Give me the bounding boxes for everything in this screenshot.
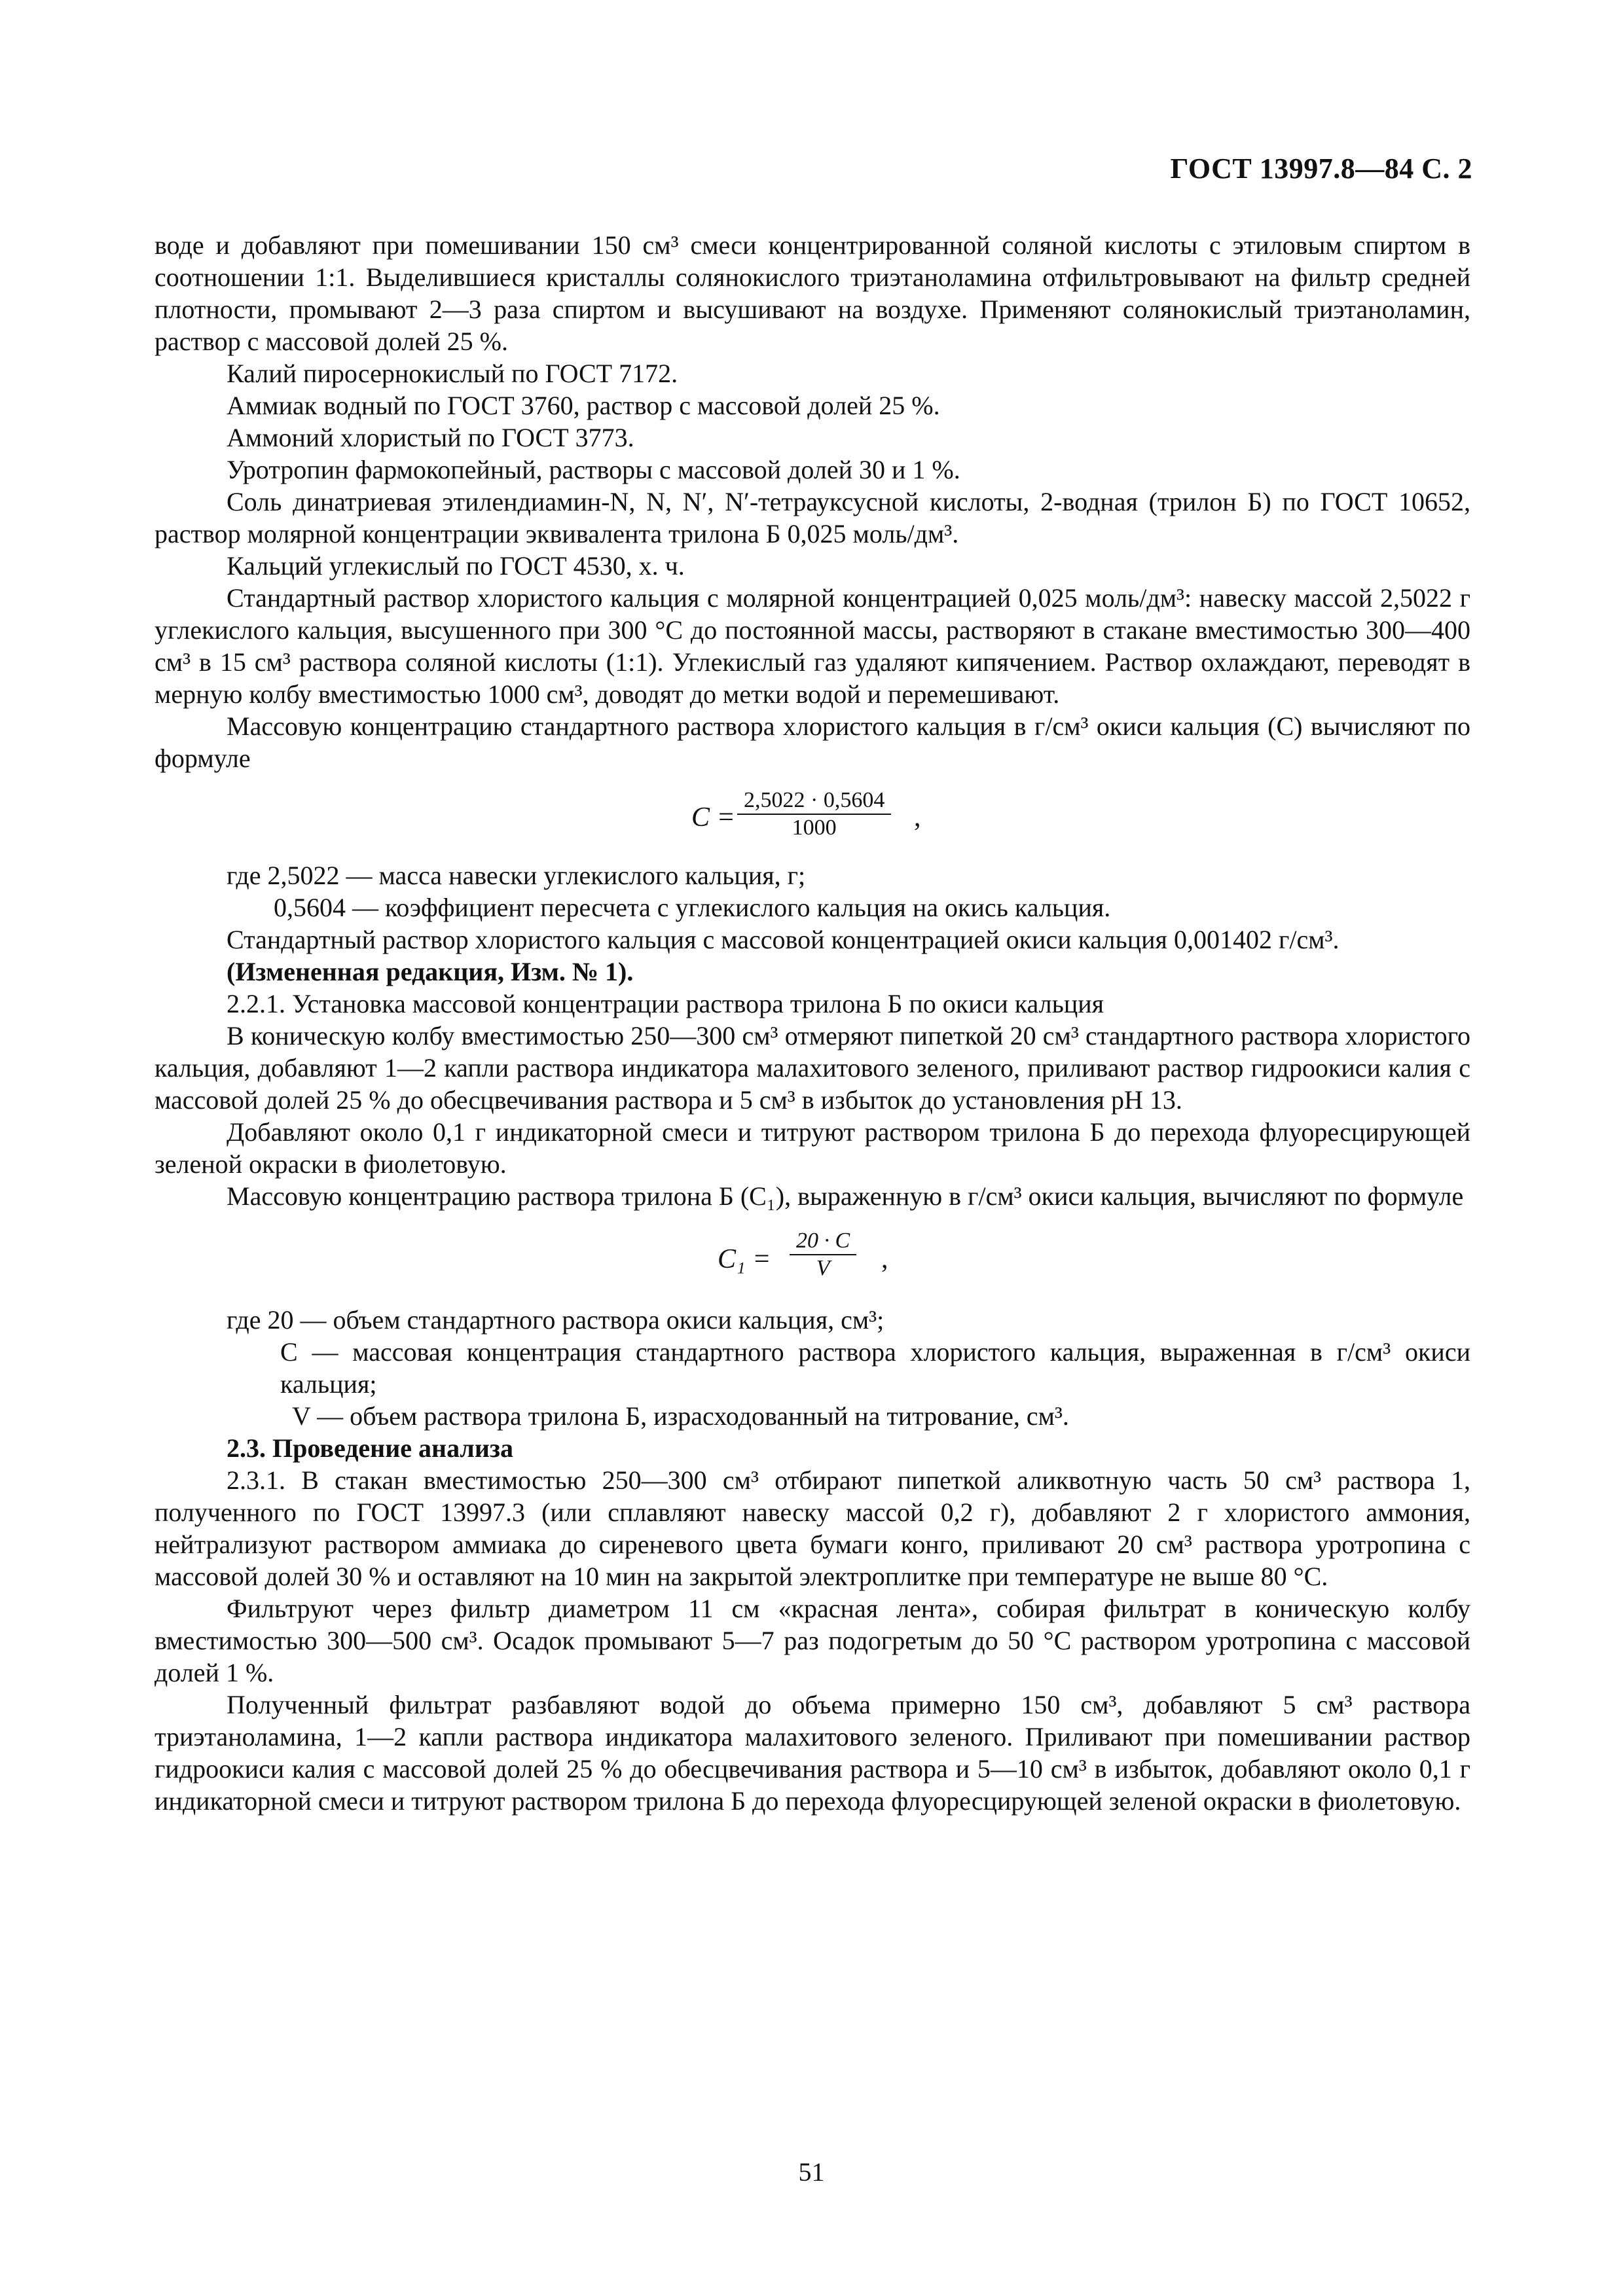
paragraph: воде и добавляют при помешивании 150 см³ смеси концентрированной соляной кислоты с этиловым спиртом в соотношении 1:1. Выделившиеся кристаллы солянокислого триэтаноламина отфильтровывают на фильтр средней плотности, промывают 2—3 раза спиртом и высушивают на воздухе. Применяют солянокислый триэтаноламин, раствор с массовой долей 25 %.: [155, 230, 1470, 356]
paragraph: Уротропин фармокопейный, растворы с массовой долей 30 и 1 %.: [227, 455, 960, 484]
paragraph: Фильтруют через фильтр диаметром 11 см «красная лента», собирая фильтрат в коническую колбу вместимостью 300—500 см³. Осадок промывают 5—7 раз подогретым до 50 °С раствором уротропина с массовой долей 1 %.: [155, 1594, 1470, 1687]
legend-line: где 2,5022 — масса навески углекислого кальция, г;: [227, 861, 806, 890]
paragraph: Соль динатриевая этилендиамин-N, N, N′, N′-тетрауксусной кислоты, 2-водная (трилон Б) по ГОСТ 10652, раствор молярной концентрации эквивалента трилона Б 0,025 моль/дм³.: [155, 487, 1470, 548]
formula-fraction: [790, 1228, 856, 1282]
paragraph: Добавляют около 0,1 г индикаторной смеси и титруют раствором трилона Б до перехода флуоресцирующей зеленой окраски в фиолетовую.: [155, 1117, 1470, 1179]
paragraph: В коническую колбу вместимостью 250—300 см³ отмеряют пипеткой 20 см³ стандартного раствора хлористого кальция, добавляют 1—2 капли раствора индикатора малахитового зеленого, приливают раствор гидроокиси калия с массовой долей 25 % до обесцвечивания раствора и 5 см³ в избыток до установления pH 13.: [155, 1021, 1470, 1115]
paragraph: 2.3.1. В стакан вместимостью 250—300 см³ отбирают пипеткой аликвотную часть 50 см³ раствора 1, полученного по ГОСТ 13997.3 (или сплавляют навеску массой 0,2 г), добавляют 2 г хлористого аммония, нейтрализуют раствором аммиака до сиреневого цвета бумаги конго, приливают 20 см³ раствора уротропина с массовой долей 30 % и оставляют на 10 мин на закрытой электроплитке при температуре не выше 80 °С.: [155, 1465, 1470, 1591]
paragraph: Аммиак водный по ГОСТ 3760, раствор с массовой долей 25 %.: [227, 391, 940, 420]
paragraph: Стандартный раствор хлористого кальция с массовой концентрацией окиси кальция 0,001402 г/см³.: [227, 925, 1340, 954]
section-heading: 2.2.1. Установка массовой концентрации раствора трилона Б по окиси кальция: [227, 989, 1104, 1018]
legend-line: V — объем раствора трилона Б, израсходованный на титрование, см³.: [292, 1401, 1069, 1431]
legend-line: 0,5604 — коэффициент пересчета с углекислого кальция на окись кальция.: [274, 893, 1111, 922]
document-header: ГОСТ 13997.8—84 С. 2: [1170, 152, 1472, 185]
formula-numerator: 2,5022 · 0,5604: [737, 787, 891, 815]
paragraph: Массовую концентрацию стандартного раствора хлористого кальция в г/см³ окиси кальция (C) вычисляют по формуле: [155, 711, 1470, 773]
amendment-note: (Измененная редакция, Изм. № 1).: [227, 957, 634, 986]
formula-c1: [155, 1212, 1470, 1304]
formula-lhs: C =: [691, 802, 735, 833]
paragraph: Массовую концентрацию раствора трилона Б (C₁), выраженную в г/см³ окиси кальция, вычисляют по формуле: [227, 1181, 1464, 1211]
paragraph: Кальций углекислый по ГОСТ 4530, х. ч.: [227, 551, 685, 581]
paragraph: Калий пиросернокислый по ГОСТ 7172.: [227, 359, 678, 388]
body-text: [155, 229, 1470, 1817]
formula-c: [155, 774, 1470, 859]
paragraph: Стандартный раствор хлористого кальция с молярной концентрацией 0,025 моль/дм³: навеску массой 2,5022 г углекислого кальция, высушенного при 300 °С до постоянной массы, растворяют в стакане вместимостью 300—400 см³ в 15 см³ раствора соляной кислоты (1:1). Углекислый газ удаляют кипячением. Раствор охлаждают, переводят в мерную колбу вместимостью 1000 см³, доводят до метки водой и перемешивают.: [155, 583, 1470, 709]
legend-line: где 20 — объем стандартного раствора окиси кальция, см³;: [227, 1305, 884, 1335]
legend-line: C — массовая концентрация стандартного раствора хлористого кальция, выраженная в г/см³ окиси кальция;: [280, 1337, 1470, 1399]
formula-denominator: 1000: [792, 816, 837, 840]
formula-denominator: V: [816, 1256, 830, 1280]
paragraph: Аммоний хлористый по ГОСТ 3773.: [227, 423, 634, 452]
page-number: 51: [798, 2157, 825, 2187]
formula-fraction: [737, 787, 891, 841]
formula-lhs: C₁ =: [718, 1244, 771, 1274]
formula-tail: ,: [881, 1244, 888, 1274]
formula-numerator: 20 · C: [790, 1228, 856, 1255]
section-heading: 2.3. Проведение анализа: [227, 1433, 513, 1463]
formula-tail: ,: [914, 802, 921, 833]
paragraph: Полученный фильтрат разбавляют водой до объема примерно 150 см³, добавляют 5 см³ раствора триэтаноламина, 1—2 капли раствора индикатора малахитового зеленого. Приливают при помешивании раствор гидроокиси калия с массовой долей 25 % до обесцвечивания раствора и 5—10 см³ в избыток, добавляют около 0,1 г индикаторной смеси и титруют раствором трилона Б до перехода флуоресцирующей зеленой окраски в фиолетовую.: [155, 1690, 1470, 1816]
